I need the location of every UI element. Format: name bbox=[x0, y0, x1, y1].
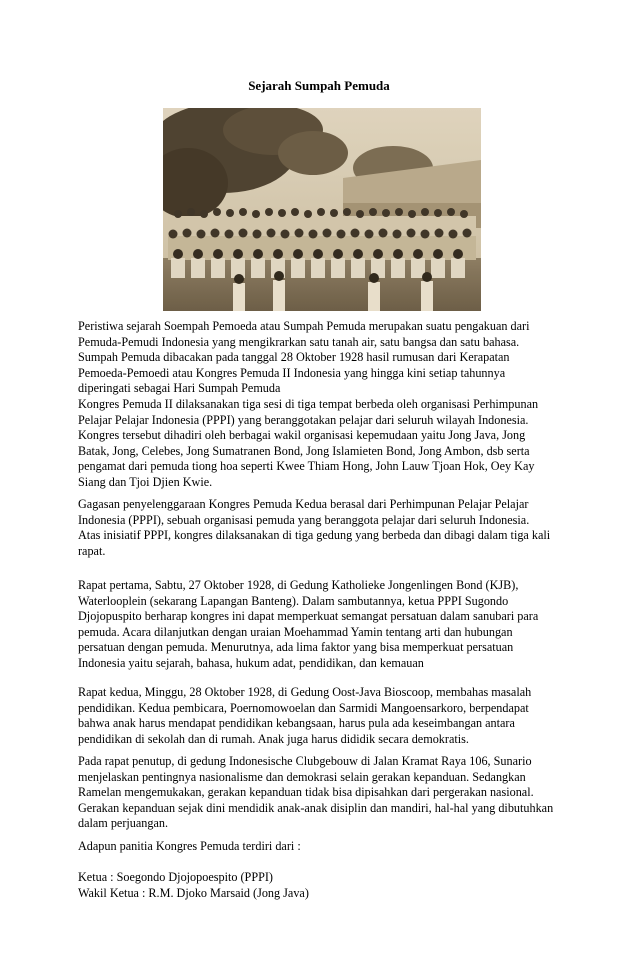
text-line: pemuda. Acara dilanjutkan dengan uraian Moehammad Yamin tentang arti dan hubungan bbox=[78, 624, 513, 639]
paragraph-rapat-pertama bbox=[78, 578, 568, 672]
text-line: Pemuda-Pemudi Indonesia yang mengikrarkan satu tanah air, satu bangsa dan satu bahasa. bbox=[78, 334, 520, 349]
historical-photo bbox=[163, 108, 481, 311]
text-line: Atas inisiatif PPPI, kongres dilaksanakan di tiga gedung yang berbeda dan dibagi dalam tiga kali bbox=[78, 528, 551, 543]
text-line: Siang dan Tjoi Djien Kwie. bbox=[78, 474, 213, 489]
text-line: pendidikan. Kedua pembicara, Poernomowoelan dan Sarmidi Mangoensarkoro, berpendapat bbox=[78, 700, 529, 715]
text-line: menjelaskan pentingnya nasionalisme dan demokrasi selain gerakan kepanduan. Sedangkan bbox=[78, 769, 526, 784]
text-line: pengamat dari pemuda tiong hoa seperti Kwee Thiam Hong, John Lauw Tjoan Hok, Oey Kay bbox=[78, 459, 535, 474]
text-line: Rapat pertama, Sabtu, 27 Oktober 1928, di Gedung Katholieke Jongenlingen Bond (KJB), bbox=[78, 578, 519, 592]
text-line: Wakil Ketua : R.M. Djoko Marsaid (Jong Java) bbox=[78, 885, 309, 900]
text-line: persatuan dengan pemuda. Menurutnya, ada lima faktor yang bisa memperkuat persatuan bbox=[78, 640, 514, 655]
paragraph-rapat-penutup bbox=[78, 754, 568, 832]
text-line: Indonesia yaitu sejarah, bahasa, hukum adat, pendidikan, dan kemauan bbox=[78, 655, 424, 670]
text-line: Kongres Pemuda II dilaksanakan tiga sesi di tiga tempat berbeda oleh organisasi Perhimpunan bbox=[78, 396, 539, 411]
paragraph-gagasan bbox=[78, 497, 568, 559]
paragraph-panitia-list bbox=[78, 870, 568, 901]
paragraph-introduction bbox=[78, 319, 568, 491]
text-line: Pelajar Pelajar Indonesia (PPPI) yang beranggotakan pelajar dari seluruh wilayah Indonesia. bbox=[78, 412, 529, 427]
text-line: diperingati sebagai Hari Sumpah Pemuda bbox=[78, 381, 281, 396]
document-title: Sejarah Sumpah Pemuda bbox=[248, 78, 390, 93]
text-line: Ramelan mengemukakan, gerakan kepanduan tidak bisa dipisahkan dari pergerakan nasional. bbox=[78, 785, 534, 800]
text-line: rapat. bbox=[78, 543, 106, 558]
text-line: Sumpah Pemuda dibacakan pada tanggal 28 Oktober 1928 hasil rumusan dari Kerapatan bbox=[78, 350, 510, 365]
text-line: Djojopuspito berharap kongres ini dapat memperkuat semangat persatuan dalam sanubari para bbox=[78, 609, 539, 624]
paragraph-rapat-kedua bbox=[78, 685, 568, 747]
text-line: Rapat kedua, Minggu, 28 Oktober 1928, di Gedung Oost-Java Bioscoop, membahas masalah bbox=[78, 685, 532, 699]
text-line: Peristiwa sejarah Soempah Pemoeda atau Sumpah Pemuda merupakan suatu pengakuan dari bbox=[78, 319, 530, 333]
text-line: bahwa anak harus mendapat pendidikan kebangsaan, harus pula ada keseimbangan antara bbox=[78, 716, 515, 731]
text-line: Indonesia (PPPI), sebuah organisasi pemuda yang beranggota pelajar dari seluruh Indonesia. bbox=[78, 512, 530, 527]
text-line: Ketua : Soegondo Djojopoespito (PPPI) bbox=[78, 870, 273, 884]
text-line: Gagasan penyelenggaraan Kongres Pemuda Kedua berasal dari Perhimpunan Pelajar Pelajar bbox=[78, 497, 529, 511]
text-line: Waterlooplein (sekarang Lapangan Banteng). Dalam sambutannya, ketua PPPI Sugondo bbox=[78, 593, 509, 608]
text-line: Kongres tersebut dihadiri oleh berbagai wakil organisasi kepemudaan yaitu Jong Java, Jong bbox=[78, 428, 526, 443]
text-line: dalam perjuangan. bbox=[78, 816, 169, 831]
text-line: pendidikan di sekolah dan di rumah. Anak juga harus dididik secara demokratis. bbox=[78, 731, 469, 746]
text-line: Pada rapat penutup, di gedung Indonesische Clubgebouw di Jalan Kramat Raya 106, Sunario bbox=[78, 754, 532, 768]
text-line: Pemoeda-Pemoedi atau Kongres Pemuda II Indonesia yang hingga kini setiap tahunnya bbox=[78, 365, 506, 380]
text-line: Gerakan kepanduan sejak dini mendidik anak-anak disiplin dan mandiri, hal-hal yang dibutuhkan bbox=[78, 800, 554, 815]
text-line: Batak, Jong, Celebes, Jong Sumatranen Bond, Jong Islamieten Bond, Jong Ambon, dsb serta bbox=[78, 443, 530, 458]
paragraph-panitia-intro bbox=[78, 839, 568, 855]
text-line: Adapun panitia Kongres Pemuda terdiri dari : bbox=[78, 839, 301, 853]
